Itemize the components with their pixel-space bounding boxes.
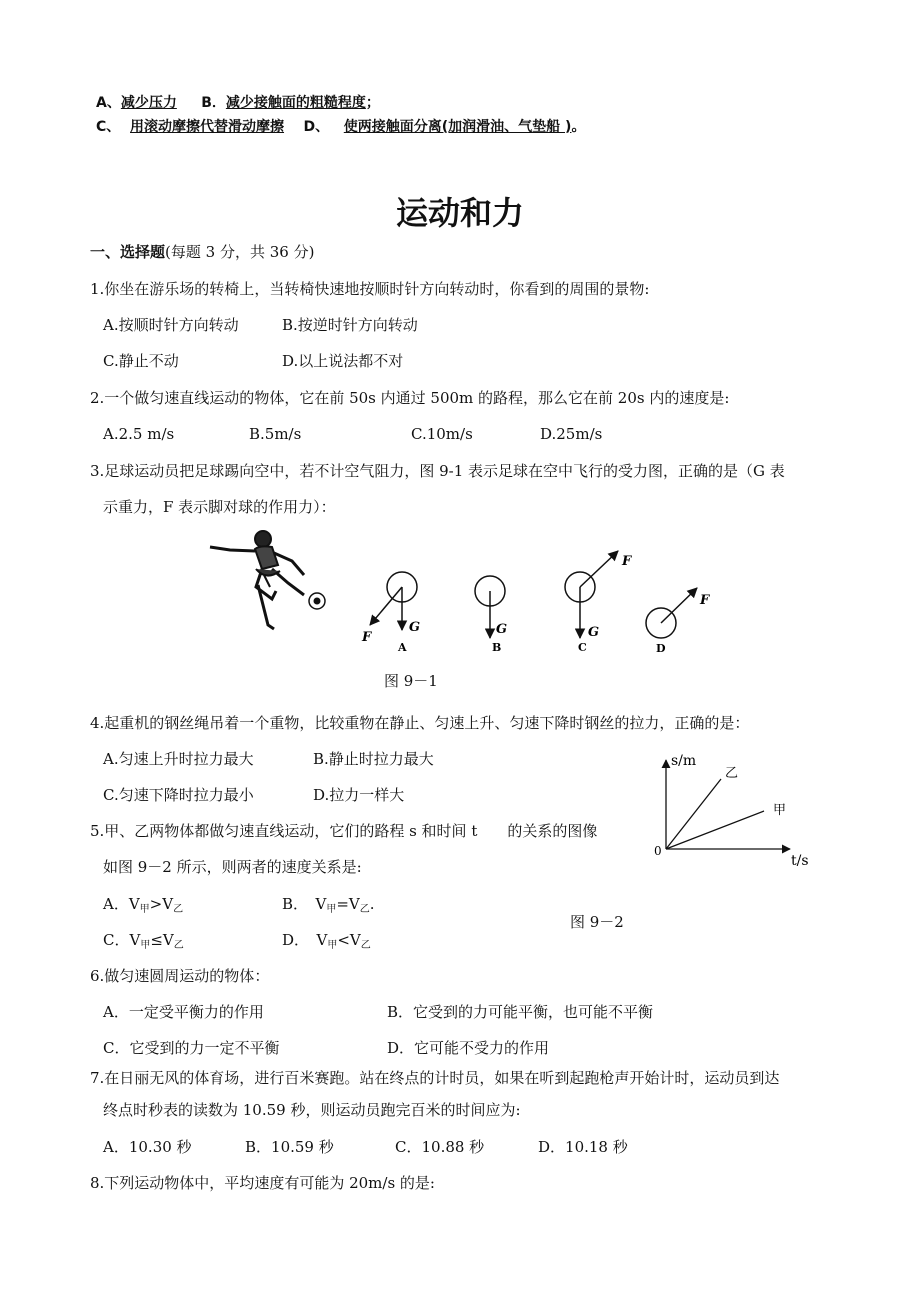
fig-a-force-g: G: [409, 620, 421, 635]
q5-option-d: [282, 929, 371, 951]
figure-option-a: [361, 572, 420, 654]
section-heading: [90, 241, 314, 262]
q5-option-b: [282, 893, 375, 915]
q3-stem-line2: 示重力，F 表示脚对球的作用力）：: [103, 498, 336, 516]
q4-option-b: B.静止时拉力最大: [313, 750, 434, 768]
q3-stem-line1: 3.足球运动员把足球踢向空中，若不计空气阻力，图 9-1 表示足球在空中飞行的受力图，正确的是（G 表: [90, 462, 785, 480]
q5-d-sub1: 甲: [327, 940, 338, 951]
x-axis-label: t/s: [791, 853, 809, 869]
q5-a-prefix: A．V: [103, 895, 140, 913]
q7-option-b: B．10.59 秒: [245, 1138, 334, 1156]
page-title: 运动和力: [395, 194, 524, 232]
q5-a-sub1: 甲: [139, 904, 150, 915]
q4-option-a: A.匀速上升时拉力最大: [103, 750, 254, 768]
figure-9-1: [200, 525, 730, 660]
q2-option-a: A.2.5 m/s: [103, 425, 175, 443]
q7-option-c: C．10.88 秒: [395, 1138, 485, 1156]
option-c-prefix: C、: [96, 119, 121, 135]
q6-option-d: D．它可能不受力的作用: [387, 1039, 550, 1057]
q5-option-c: [103, 929, 184, 951]
figure-option-b: [475, 576, 507, 654]
q5-c-prefix: C．V: [103, 931, 141, 949]
q5-b-suffix: .: [369, 895, 375, 913]
option-b-prefix: B．: [201, 95, 226, 111]
q7-option-a: A．10.30 秒: [103, 1138, 192, 1156]
q2-option-c: C.10m/s: [411, 425, 473, 443]
fig-label-d: D: [656, 642, 666, 655]
q1-option-b: B.按逆时针方向转动: [282, 316, 418, 334]
fig-label-b: B: [492, 641, 502, 654]
fig-d-force-f: F: [700, 593, 710, 608]
fig-a-force-f: F: [362, 630, 372, 645]
option-d-suffix: 。: [571, 119, 586, 135]
q5-c-sub2: 乙: [173, 940, 184, 951]
q5-option-a: [103, 893, 183, 915]
figure-option-d: [646, 588, 710, 655]
q6-option-a: A．一定受平衡力的作用: [103, 1003, 264, 1021]
q7-option-d: D．10.18 秒: [538, 1138, 628, 1156]
top-option-row-ab: [96, 92, 380, 112]
q5-b-op: =V: [336, 895, 360, 913]
q5-stem-line1: 5.甲、乙两物体都做匀速直线运动，它们的路程 s 和时间 t 的关系的图像: [90, 822, 598, 840]
q4-option-c: C.匀速下降时拉力最小: [103, 786, 254, 804]
option-b-text: 减少接触面的粗糙程度: [225, 95, 366, 111]
option-d-prefix: D、: [303, 119, 330, 135]
q6-option-b: B．它受到的力可能平衡，也可能不平衡: [387, 1003, 654, 1021]
top-option-row-cd: [96, 116, 585, 136]
q5-a-sub2: 乙: [173, 904, 184, 915]
q5-b-sub1: 甲: [326, 904, 337, 915]
q5-d-sub2: 乙: [360, 940, 371, 951]
q5-c-op: ≤V: [150, 931, 174, 949]
section-heading-text: 一、选择题: [90, 243, 166, 261]
figure-option-c: [565, 551, 632, 654]
soccer-ball-icon: [309, 593, 325, 609]
q7-stem-line2: 终点时秒表的读数为 10.59 秒，则运动员跑完百米的时间应为:: [103, 1101, 521, 1119]
q1-option-a: A.按顺时针方向转动: [103, 316, 239, 334]
q6-option-c: C．它受到的力一定不平衡: [103, 1039, 280, 1057]
q7-stem-line1: 7.在日丽无风的体育场，进行百米赛跑。站在终点的计时员，如果在听到起跑枪声开始计时，运动员到达: [90, 1069, 780, 1087]
q5-b-prefix: B． V: [282, 895, 327, 913]
fig-b-force-g: G: [496, 622, 508, 637]
figure-9-1-caption: 图 9－1: [384, 672, 438, 690]
q5-b-sub2: 乙: [359, 904, 370, 915]
q5-c-sub1: 甲: [140, 940, 151, 951]
q6-stem: 6.做匀速圆周运动的物体：: [90, 967, 270, 985]
y-axis-label: s/m: [671, 753, 697, 769]
q2-stem: 2.一个做匀速直线运动的物体，它在前 50s 内通过 500m 的路程，那么它在前 20s 内的速度是:: [90, 389, 730, 407]
q1-stem: 1.你坐在游乐场的转椅上，当转椅快速地按顺时针方向转动时，你看到的周围的景物:: [90, 280, 650, 298]
figure-9-2-caption: 图 9－2: [570, 913, 624, 931]
q4-stem: 4.起重机的钢丝绳吊着一个重物，比较重物在静止、匀速上升、匀速下降时钢丝的拉力，正确的是：: [90, 714, 750, 732]
q2-option-d: D.25m/s: [540, 425, 603, 443]
q5-d-op: <V: [337, 931, 361, 949]
q1-option-c: C.静止不动: [103, 352, 179, 370]
section-heading-note: (每题 3 分，共 36 分): [165, 243, 315, 261]
q5-a-op: >V: [149, 895, 174, 913]
figure-9-2-graph: [645, 748, 830, 873]
option-c-text: 用滚动摩擦代替滑动摩擦: [130, 119, 285, 135]
option-a-prefix: A、: [96, 95, 121, 111]
fig-c-force-g: G: [588, 625, 600, 640]
soccer-player-image: [210, 531, 304, 629]
q2-option-b: B.5m/s: [249, 425, 302, 443]
option-d-text: 使两接触面分离(加润滑油、气垫船 ): [343, 119, 572, 135]
q5-stem-line2: 如图 9－2 所示，则两者的速度关系是:: [103, 858, 362, 876]
origin-label: 0: [654, 844, 662, 858]
line-jia-label: 甲: [773, 803, 787, 818]
fig-label-a: A: [398, 641, 407, 654]
q1-option-d: D.以上说法都不对: [282, 352, 404, 370]
option-b-suffix: ；: [365, 95, 380, 111]
option-a-text: 减少压力: [120, 95, 177, 111]
fig-c-force-f: F: [622, 554, 632, 569]
fig-label-c: C: [578, 641, 587, 654]
q8-stem: 8.下列运动物体中，平均速度有可能为 20m/s 的是:: [90, 1174, 435, 1192]
q4-option-d: D.拉力一样大: [313, 786, 405, 804]
line-yi-label: 乙: [725, 766, 739, 781]
q5-d-prefix: D． V: [282, 931, 328, 949]
